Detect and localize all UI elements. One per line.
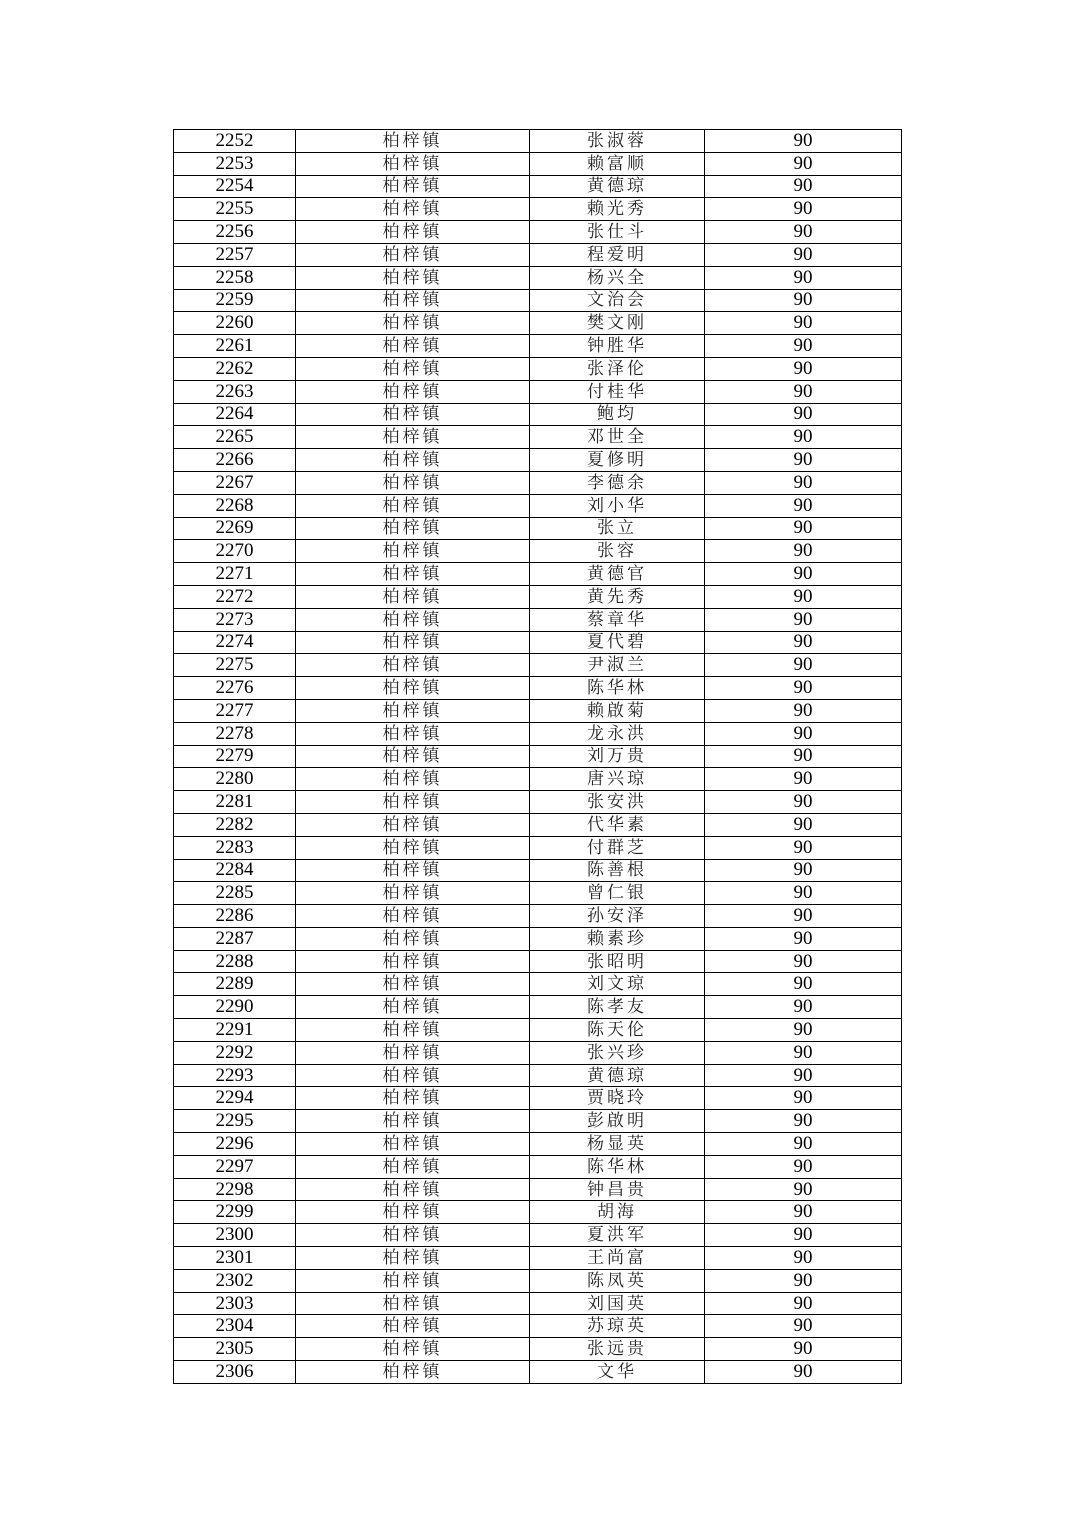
row-index-cell: 2291 xyxy=(174,1019,296,1042)
town-cell: 柏梓镇 xyxy=(296,289,530,312)
table-row xyxy=(174,1224,902,1247)
score-cell: 90 xyxy=(705,357,902,380)
table-row xyxy=(174,1178,902,1201)
score-cell: 90 xyxy=(705,243,902,266)
row-index-cell: 2303 xyxy=(174,1292,296,1315)
table-row xyxy=(174,175,902,198)
town-cell: 柏梓镇 xyxy=(296,403,530,426)
person-name-cell: 夏代碧 xyxy=(530,631,705,654)
score-cell: 90 xyxy=(705,198,902,221)
table-row xyxy=(174,1315,902,1338)
row-index-cell: 2305 xyxy=(174,1338,296,1361)
row-index-cell: 2285 xyxy=(174,882,296,905)
town-cell: 柏梓镇 xyxy=(296,1315,530,1338)
town-cell: 柏梓镇 xyxy=(296,699,530,722)
table-row xyxy=(174,631,902,654)
row-index-cell: 2266 xyxy=(174,449,296,472)
person-name-cell: 夏洪军 xyxy=(530,1224,705,1247)
table-row xyxy=(174,221,902,244)
table-row xyxy=(174,1201,902,1224)
score-cell: 90 xyxy=(705,791,902,814)
row-index-cell: 2254 xyxy=(174,175,296,198)
row-index-cell: 2296 xyxy=(174,1133,296,1156)
score-cell: 90 xyxy=(705,1361,902,1384)
table-body xyxy=(174,130,902,1384)
row-index-cell: 2281 xyxy=(174,791,296,814)
town-cell: 柏梓镇 xyxy=(296,905,530,928)
row-index-cell: 2265 xyxy=(174,426,296,449)
person-name-cell: 刘文琼 xyxy=(530,973,705,996)
town-cell: 柏梓镇 xyxy=(296,882,530,905)
table-row xyxy=(174,289,902,312)
table-row xyxy=(174,1087,902,1110)
town-cell: 柏梓镇 xyxy=(296,1338,530,1361)
row-index-cell: 2298 xyxy=(174,1178,296,1201)
person-name-cell: 程爱明 xyxy=(530,243,705,266)
person-name-cell: 付群芝 xyxy=(530,836,705,859)
person-name-cell: 蔡章华 xyxy=(530,608,705,631)
person-name-cell: 钟胜华 xyxy=(530,335,705,358)
town-cell: 柏梓镇 xyxy=(296,243,530,266)
person-name-cell: 黄德琼 xyxy=(530,1064,705,1087)
score-cell: 90 xyxy=(705,1269,902,1292)
person-name-cell: 黄德官 xyxy=(530,563,705,586)
table-row xyxy=(174,905,902,928)
town-cell: 柏梓镇 xyxy=(296,608,530,631)
table-row xyxy=(174,1292,902,1315)
town-cell: 柏梓镇 xyxy=(296,152,530,175)
table-row xyxy=(174,1041,902,1064)
town-cell: 柏梓镇 xyxy=(296,1269,530,1292)
row-index-cell: 2292 xyxy=(174,1041,296,1064)
town-cell: 柏梓镇 xyxy=(296,791,530,814)
town-cell: 柏梓镇 xyxy=(296,1133,530,1156)
row-index-cell: 2272 xyxy=(174,585,296,608)
score-cell: 90 xyxy=(705,540,902,563)
score-cell: 90 xyxy=(705,654,902,677)
table-row xyxy=(174,312,902,335)
row-index-cell: 2274 xyxy=(174,631,296,654)
town-cell: 柏梓镇 xyxy=(296,654,530,677)
table-row xyxy=(174,1133,902,1156)
town-cell: 柏梓镇 xyxy=(296,175,530,198)
row-index-cell: 2252 xyxy=(174,130,296,153)
score-cell: 90 xyxy=(705,563,902,586)
person-name-cell: 刘小华 xyxy=(530,494,705,517)
row-index-cell: 2283 xyxy=(174,836,296,859)
score-cell: 90 xyxy=(705,927,902,950)
person-name-cell: 赖素珍 xyxy=(530,927,705,950)
person-name-cell: 陈凤英 xyxy=(530,1269,705,1292)
score-cell: 90 xyxy=(705,882,902,905)
row-index-cell: 2270 xyxy=(174,540,296,563)
person-name-cell: 鲍均 xyxy=(530,403,705,426)
row-index-cell: 2287 xyxy=(174,927,296,950)
town-cell: 柏梓镇 xyxy=(296,1087,530,1110)
town-cell: 柏梓镇 xyxy=(296,198,530,221)
row-index-cell: 2260 xyxy=(174,312,296,335)
town-cell: 柏梓镇 xyxy=(296,130,530,153)
table-row xyxy=(174,791,902,814)
score-cell: 90 xyxy=(705,859,902,882)
person-name-cell: 张安洪 xyxy=(530,791,705,814)
score-cell: 90 xyxy=(705,1292,902,1315)
person-name-cell: 陈孝友 xyxy=(530,996,705,1019)
row-index-cell: 2295 xyxy=(174,1110,296,1133)
row-index-cell: 2273 xyxy=(174,608,296,631)
score-cell: 90 xyxy=(705,585,902,608)
town-cell: 柏梓镇 xyxy=(296,996,530,1019)
row-index-cell: 2297 xyxy=(174,1155,296,1178)
person-name-cell: 唐兴琼 xyxy=(530,768,705,791)
row-index-cell: 2279 xyxy=(174,745,296,768)
score-cell: 90 xyxy=(705,1201,902,1224)
table-row xyxy=(174,585,902,608)
person-name-cell: 胡海 xyxy=(530,1201,705,1224)
table-row xyxy=(174,654,902,677)
row-index-cell: 2289 xyxy=(174,973,296,996)
score-cell: 90 xyxy=(705,221,902,244)
town-cell: 柏梓镇 xyxy=(296,813,530,836)
score-cell: 90 xyxy=(705,699,902,722)
table-row xyxy=(174,1247,902,1270)
town-cell: 柏梓镇 xyxy=(296,471,530,494)
table-row xyxy=(174,335,902,358)
town-cell: 柏梓镇 xyxy=(296,973,530,996)
row-index-cell: 2293 xyxy=(174,1064,296,1087)
score-cell: 90 xyxy=(705,289,902,312)
score-cell: 90 xyxy=(705,380,902,403)
person-name-cell: 文华 xyxy=(530,1361,705,1384)
table-row xyxy=(174,608,902,631)
table-row xyxy=(174,950,902,973)
table-row xyxy=(174,813,902,836)
table-row xyxy=(174,1361,902,1384)
person-name-cell: 陈华林 xyxy=(530,677,705,700)
person-name-cell: 张容 xyxy=(530,540,705,563)
table-row xyxy=(174,380,902,403)
person-name-cell: 付桂华 xyxy=(530,380,705,403)
town-cell: 柏梓镇 xyxy=(296,1064,530,1087)
row-index-cell: 2253 xyxy=(174,152,296,175)
row-index-cell: 2259 xyxy=(174,289,296,312)
row-index-cell: 2300 xyxy=(174,1224,296,1247)
person-name-cell: 杨兴全 xyxy=(530,266,705,289)
score-cell: 90 xyxy=(705,1338,902,1361)
town-cell: 柏梓镇 xyxy=(296,312,530,335)
table-row xyxy=(174,927,902,950)
person-name-cell: 张昭明 xyxy=(530,950,705,973)
score-cell: 90 xyxy=(705,950,902,973)
row-index-cell: 2267 xyxy=(174,471,296,494)
town-cell: 柏梓镇 xyxy=(296,494,530,517)
town-cell: 柏梓镇 xyxy=(296,585,530,608)
score-cell: 90 xyxy=(705,677,902,700)
row-index-cell: 2258 xyxy=(174,266,296,289)
person-name-cell: 贾晓玲 xyxy=(530,1087,705,1110)
person-name-cell: 张兴珍 xyxy=(530,1041,705,1064)
table-row xyxy=(174,540,902,563)
person-name-cell: 刘国英 xyxy=(530,1292,705,1315)
score-cell: 90 xyxy=(705,905,902,928)
table-row xyxy=(174,768,902,791)
score-cell: 90 xyxy=(705,1247,902,1270)
score-cell: 90 xyxy=(705,1110,902,1133)
table-row xyxy=(174,152,902,175)
town-cell: 柏梓镇 xyxy=(296,768,530,791)
row-index-cell: 2271 xyxy=(174,563,296,586)
town-cell: 柏梓镇 xyxy=(296,631,530,654)
row-index-cell: 2275 xyxy=(174,654,296,677)
score-cell: 90 xyxy=(705,973,902,996)
score-cell: 90 xyxy=(705,1087,902,1110)
person-name-cell: 代华素 xyxy=(530,813,705,836)
person-name-cell: 陈天伦 xyxy=(530,1019,705,1042)
score-cell: 90 xyxy=(705,1019,902,1042)
person-name-cell: 夏修明 xyxy=(530,449,705,472)
row-index-cell: 2306 xyxy=(174,1361,296,1384)
row-index-cell: 2262 xyxy=(174,357,296,380)
table-row xyxy=(174,563,902,586)
person-name-cell: 张仕斗 xyxy=(530,221,705,244)
town-cell: 柏梓镇 xyxy=(296,1247,530,1270)
row-index-cell: 2276 xyxy=(174,677,296,700)
row-index-cell: 2278 xyxy=(174,722,296,745)
person-name-cell: 黄德琼 xyxy=(530,175,705,198)
town-cell: 柏梓镇 xyxy=(296,1178,530,1201)
person-name-cell: 邓世全 xyxy=(530,426,705,449)
town-cell: 柏梓镇 xyxy=(296,1041,530,1064)
table-row xyxy=(174,882,902,905)
table-row xyxy=(174,243,902,266)
row-index-cell: 2261 xyxy=(174,335,296,358)
row-index-cell: 2294 xyxy=(174,1087,296,1110)
score-cell: 90 xyxy=(705,1224,902,1247)
table-row xyxy=(174,494,902,517)
row-index-cell: 2284 xyxy=(174,859,296,882)
score-cell: 90 xyxy=(705,1155,902,1178)
row-index-cell: 2256 xyxy=(174,221,296,244)
table-row xyxy=(174,745,902,768)
table-row xyxy=(174,722,902,745)
town-cell: 柏梓镇 xyxy=(296,1361,530,1384)
town-cell: 柏梓镇 xyxy=(296,859,530,882)
person-name-cell: 陈善根 xyxy=(530,859,705,882)
person-name-cell: 赖啟菊 xyxy=(530,699,705,722)
row-index-cell: 2268 xyxy=(174,494,296,517)
person-name-cell: 杨显英 xyxy=(530,1133,705,1156)
score-cell: 90 xyxy=(705,722,902,745)
person-name-cell: 张立 xyxy=(530,517,705,540)
row-index-cell: 2304 xyxy=(174,1315,296,1338)
person-name-cell: 钟昌贵 xyxy=(530,1178,705,1201)
score-cell: 90 xyxy=(705,494,902,517)
person-name-cell: 赖光秀 xyxy=(530,198,705,221)
town-cell: 柏梓镇 xyxy=(296,1110,530,1133)
score-cell: 90 xyxy=(705,1315,902,1338)
town-cell: 柏梓镇 xyxy=(296,1292,530,1315)
data-table xyxy=(173,129,902,1384)
score-cell: 90 xyxy=(705,836,902,859)
town-cell: 柏梓镇 xyxy=(296,426,530,449)
town-cell: 柏梓镇 xyxy=(296,563,530,586)
table-row xyxy=(174,266,902,289)
town-cell: 柏梓镇 xyxy=(296,266,530,289)
town-cell: 柏梓镇 xyxy=(296,357,530,380)
person-name-cell: 龙永洪 xyxy=(530,722,705,745)
score-cell: 90 xyxy=(705,152,902,175)
score-cell: 90 xyxy=(705,745,902,768)
score-cell: 90 xyxy=(705,266,902,289)
table-row xyxy=(174,1338,902,1361)
score-cell: 90 xyxy=(705,335,902,358)
row-index-cell: 2264 xyxy=(174,403,296,426)
town-cell: 柏梓镇 xyxy=(296,540,530,563)
table-row xyxy=(174,471,902,494)
person-name-cell: 曾仁银 xyxy=(530,882,705,905)
town-cell: 柏梓镇 xyxy=(296,1224,530,1247)
table-row xyxy=(174,1064,902,1087)
table-row xyxy=(174,996,902,1019)
person-name-cell: 赖富顺 xyxy=(530,152,705,175)
score-cell: 90 xyxy=(705,813,902,836)
table-row xyxy=(174,449,902,472)
score-cell: 90 xyxy=(705,1178,902,1201)
score-cell: 90 xyxy=(705,631,902,654)
score-cell: 90 xyxy=(705,1064,902,1087)
row-index-cell: 2301 xyxy=(174,1247,296,1270)
person-name-cell: 张淑蓉 xyxy=(530,130,705,153)
town-cell: 柏梓镇 xyxy=(296,950,530,973)
person-name-cell: 张泽伦 xyxy=(530,357,705,380)
table-row xyxy=(174,699,902,722)
row-index-cell: 2280 xyxy=(174,768,296,791)
town-cell: 柏梓镇 xyxy=(296,449,530,472)
row-index-cell: 2269 xyxy=(174,517,296,540)
row-index-cell: 2299 xyxy=(174,1201,296,1224)
score-cell: 90 xyxy=(705,471,902,494)
town-cell: 柏梓镇 xyxy=(296,221,530,244)
score-cell: 90 xyxy=(705,130,902,153)
score-cell: 90 xyxy=(705,768,902,791)
score-cell: 90 xyxy=(705,1133,902,1156)
score-cell: 90 xyxy=(705,449,902,472)
score-cell: 90 xyxy=(705,517,902,540)
person-name-cell: 樊文刚 xyxy=(530,312,705,335)
score-cell: 90 xyxy=(705,403,902,426)
person-name-cell: 李德余 xyxy=(530,471,705,494)
score-cell: 90 xyxy=(705,175,902,198)
table-row xyxy=(174,1155,902,1178)
town-cell: 柏梓镇 xyxy=(296,335,530,358)
row-index-cell: 2282 xyxy=(174,813,296,836)
town-cell: 柏梓镇 xyxy=(296,836,530,859)
table-row xyxy=(174,1110,902,1133)
person-name-cell: 尹淑兰 xyxy=(530,654,705,677)
person-name-cell: 张远贵 xyxy=(530,1338,705,1361)
person-name-cell: 文治会 xyxy=(530,289,705,312)
score-cell: 90 xyxy=(705,312,902,335)
person-name-cell: 刘万贵 xyxy=(530,745,705,768)
row-index-cell: 2277 xyxy=(174,699,296,722)
town-cell: 柏梓镇 xyxy=(296,745,530,768)
row-index-cell: 2302 xyxy=(174,1269,296,1292)
person-name-cell: 王尚富 xyxy=(530,1247,705,1270)
table-row xyxy=(174,1019,902,1042)
row-index-cell: 2288 xyxy=(174,950,296,973)
table-row xyxy=(174,836,902,859)
row-index-cell: 2263 xyxy=(174,380,296,403)
town-cell: 柏梓镇 xyxy=(296,1201,530,1224)
person-name-cell: 孙安泽 xyxy=(530,905,705,928)
table-row xyxy=(174,677,902,700)
row-index-cell: 2286 xyxy=(174,905,296,928)
table-row xyxy=(174,198,902,221)
town-cell: 柏梓镇 xyxy=(296,927,530,950)
table-row xyxy=(174,859,902,882)
score-cell: 90 xyxy=(705,1041,902,1064)
table-row xyxy=(174,403,902,426)
score-cell: 90 xyxy=(705,426,902,449)
table-row xyxy=(174,130,902,153)
person-name-cell: 苏琼英 xyxy=(530,1315,705,1338)
row-index-cell: 2290 xyxy=(174,996,296,1019)
score-cell: 90 xyxy=(705,608,902,631)
table-row xyxy=(174,1269,902,1292)
person-name-cell: 彭啟明 xyxy=(530,1110,705,1133)
town-cell: 柏梓镇 xyxy=(296,517,530,540)
town-cell: 柏梓镇 xyxy=(296,380,530,403)
table-row xyxy=(174,426,902,449)
person-name-cell: 陈华林 xyxy=(530,1155,705,1178)
town-cell: 柏梓镇 xyxy=(296,677,530,700)
town-cell: 柏梓镇 xyxy=(296,1155,530,1178)
table-row xyxy=(174,517,902,540)
town-cell: 柏梓镇 xyxy=(296,1019,530,1042)
table-row xyxy=(174,973,902,996)
town-cell: 柏梓镇 xyxy=(296,722,530,745)
table-row xyxy=(174,357,902,380)
score-cell: 90 xyxy=(705,996,902,1019)
row-index-cell: 2255 xyxy=(174,198,296,221)
person-name-cell: 黄先秀 xyxy=(530,585,705,608)
row-index-cell: 2257 xyxy=(174,243,296,266)
